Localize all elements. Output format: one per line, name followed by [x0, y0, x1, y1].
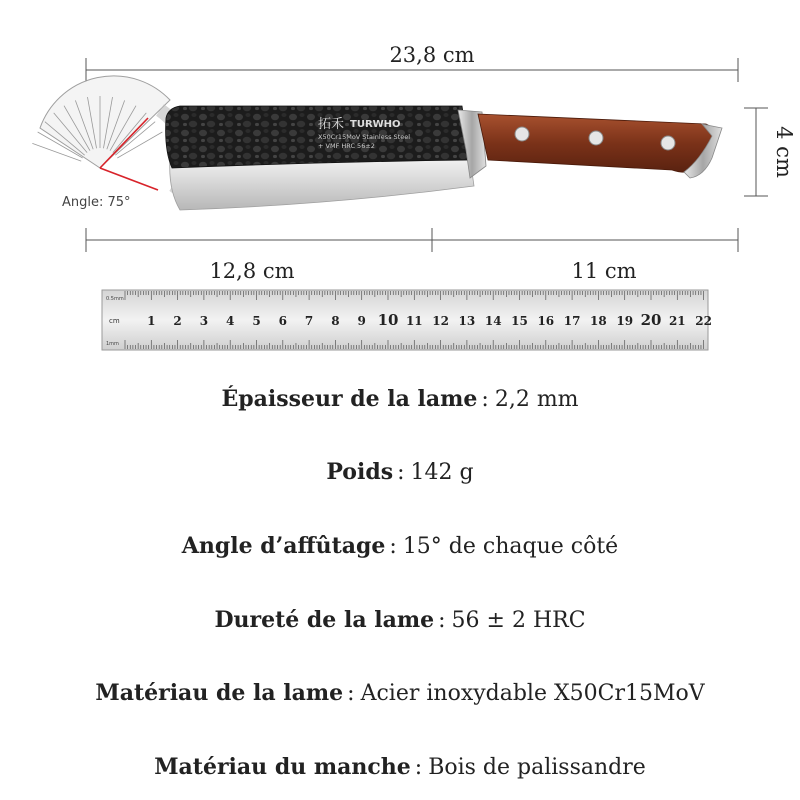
brand-name: TURWHO: [350, 119, 401, 130]
height-dimension: [744, 108, 768, 196]
rivet: [589, 131, 603, 145]
total-length-label: 23,8 cm: [389, 43, 475, 67]
knife: [166, 106, 722, 210]
protractor: [32, 76, 186, 195]
ruler-number: 10: [377, 311, 399, 329]
spec-label: Matériau de la lame: [95, 680, 344, 706]
ruler-number: 21: [668, 314, 686, 328]
ruler-small-label: 1mm: [106, 341, 119, 347]
ruler-number: 14: [484, 314, 502, 328]
blade-length-label: 12,8 cm: [209, 259, 295, 283]
ruler-small-label: 0.5mm: [106, 296, 124, 302]
handle-length-label: 11 cm: [571, 259, 637, 283]
spec-line-thickness: Épaisseur de la lame : 2,2 mm: [221, 386, 579, 412]
spec-label: Dureté de la lame: [214, 607, 435, 633]
spec-line-weight: Poids : 142 g: [326, 459, 474, 485]
ruler-number: 17: [563, 314, 581, 328]
ruler-number: 4: [226, 314, 235, 328]
ruler-number: 19: [616, 314, 634, 328]
spec-value: 56 ± 2 HRC: [451, 608, 586, 633]
ruler-number: 18: [590, 314, 607, 328]
spec-line-handle-material: Matériau du manche : Bois de palissandre: [154, 754, 646, 780]
spec-label: Poids: [326, 459, 394, 485]
ruler-number: 3: [199, 314, 209, 328]
spec-label: Angle d’affûtage: [181, 533, 386, 559]
spec-line-blade-material: Matériau de la lame : Acier inoxydable X50Cr15MoV: [95, 680, 705, 706]
spec-line-angle: Angle d’affûtage : 15° de chaque côté: [181, 533, 619, 559]
ruler-number: 11: [405, 314, 423, 328]
angle-label: Angle: 75°: [62, 195, 131, 210]
ruler-number: 22: [695, 314, 712, 328]
ruler-number: 20: [640, 311, 662, 329]
ruler-unit-label: cm: [109, 317, 120, 325]
blade-engraving-2: + VMF HRC 56±2: [318, 142, 375, 150]
brand-glyphs: 拓禾: [318, 117, 345, 132]
ruler-number: 5: [252, 314, 261, 328]
ruler-number: 12: [432, 314, 449, 328]
ruler-number: 2: [173, 314, 182, 328]
spec-label: Matériau du manche: [154, 754, 411, 780]
ruler-number: 15: [511, 314, 528, 328]
rivet: [515, 127, 529, 141]
rivet: [661, 136, 675, 150]
blade-engraving-1: X50Cr15MoV Stainless Steel: [318, 133, 411, 141]
spec-value: 2,2 mm: [494, 387, 579, 412]
ruler-number: 8: [331, 314, 340, 328]
ruler: [102, 290, 712, 350]
ruler-number: 1: [147, 314, 156, 328]
ruler-number: 6: [278, 314, 287, 328]
spec-value: Acier inoxydable X50Cr15MoV: [360, 681, 705, 706]
spec-value: Bois de palissandre: [428, 755, 646, 780]
ruler-number: 9: [357, 314, 366, 328]
spec-line-hardness: Dureté de la lame : 56 ± 2 HRC: [214, 607, 586, 633]
spec-value: 142 g: [410, 460, 474, 485]
spec-value: 15° de chaque côté: [402, 534, 619, 559]
blade-handle-dimension: [86, 228, 738, 252]
ruler-number: 7: [304, 314, 314, 328]
spec-label: Épaisseur de la lame: [221, 386, 478, 412]
ruler-number: 13: [458, 314, 476, 328]
height-label: 4 cm: [772, 126, 796, 178]
ruler-number: 16: [537, 314, 555, 328]
